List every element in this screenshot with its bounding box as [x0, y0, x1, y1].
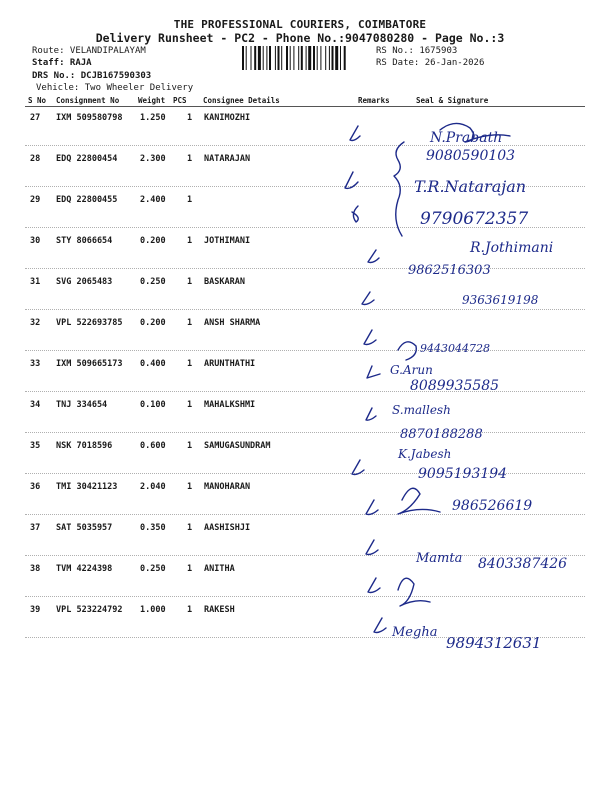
barcode-bar [340, 46, 341, 70]
vehicle-label: Vehicle: Two Wheeler Delivery [36, 83, 194, 93]
row-sno: 28 [30, 154, 41, 164]
col-sno: S No [28, 96, 47, 105]
row-consignee: AASHISHJI [204, 523, 251, 533]
row-sno: 31 [30, 277, 41, 287]
route-label: Route: VELANDIPALAYAM [32, 46, 146, 56]
row-sno: 36 [30, 482, 41, 492]
row-consignment-no: NSK 7018596 [56, 441, 113, 451]
sig-name-10: Mamta [416, 551, 463, 566]
sig-name-2: T.R.Natarajan [414, 177, 527, 196]
sig-name-7: S.mallesh [392, 403, 451, 417]
row-sno: 27 [30, 113, 41, 123]
row-sno: 34 [30, 400, 41, 410]
row-consignee: NATARAJAN [204, 154, 251, 164]
row-consignment-no: IXM 509580798 [56, 113, 123, 123]
row-consignee: SAMUGASUNDRAM [204, 441, 271, 451]
row-sno: 30 [30, 236, 41, 246]
sig-phone-1: 9080590103 [426, 148, 516, 164]
row-pcs: 1 [187, 564, 193, 574]
sig-phone-8: 9095193194 [418, 466, 508, 482]
barcode-bar [325, 46, 326, 70]
sig-phone-9: 986526619 [452, 498, 533, 514]
row-consignment-no: IXM 509665173 [56, 359, 123, 369]
row-weight: 0.250 [140, 277, 166, 287]
row-weight: 0.200 [140, 318, 166, 328]
row-weight: 2.300 [140, 154, 166, 164]
barcode-bar [263, 46, 264, 70]
header-divider [25, 106, 585, 107]
row-divider [25, 596, 585, 597]
row-sno: 38 [30, 564, 41, 574]
col-consignee: Consignee Details [203, 96, 280, 105]
col-pcs: PCS [173, 96, 187, 105]
sig-phone-5: 9443044728 [420, 342, 490, 355]
row-pcs: 1 [187, 154, 193, 164]
barcode-bar [344, 46, 346, 70]
company-title: THE PROFESSIONAL COURIERS, COIMBATORE [173, 18, 427, 31]
sig-name-8: K.Jabesh [398, 447, 452, 461]
row-pcs: 1 [187, 236, 193, 246]
row-consignment-no: VPL 523224792 [56, 605, 123, 615]
row-divider [25, 555, 585, 556]
row-sno: 29 [30, 195, 41, 205]
sig-name-6: G.Arun [390, 363, 433, 377]
row-sno: 35 [30, 441, 41, 451]
staff-label: Staff: RAJA [32, 58, 92, 68]
sig-name-1: N.Prabath [430, 130, 503, 146]
row-divider [25, 350, 585, 351]
barcode-bar [290, 46, 291, 70]
row-consignee: ARUNTHATHI [204, 359, 256, 369]
row-consignee: ANITHA [204, 564, 235, 574]
col-weight: Weight [138, 96, 166, 105]
row-pcs: 1 [187, 523, 193, 533]
sig-phone-3: 9862516303 [408, 263, 491, 278]
barcode-bar [320, 46, 321, 70]
row-divider [25, 473, 585, 474]
row-consignee: MANOHARAN [204, 482, 251, 492]
sig-phone-4: 9363619198 [462, 293, 539, 307]
barcode-bar [306, 46, 307, 70]
barcode-bar [269, 46, 271, 70]
row-divider [25, 514, 585, 515]
row-weight: 0.350 [140, 523, 166, 533]
sig-name-3: R.Jothimani [470, 240, 554, 256]
barcode-bar [254, 46, 256, 70]
row-divider [25, 309, 585, 310]
runsheet-subtitle: Delivery Runsheet - PC2 - Phone No.:9047080280 - Page No.:3 [95, 31, 505, 45]
row-weight: 0.250 [140, 564, 166, 574]
barcode-bar [317, 46, 318, 70]
sig-phone-10: 8403387426 [478, 556, 568, 572]
barcode-image [242, 46, 368, 70]
row-consignment-no: STY 8066654 [56, 236, 113, 246]
row-divider [25, 186, 585, 187]
sig-phone-2: 9790672357 [420, 209, 529, 229]
barcode-bar [278, 46, 280, 70]
barcode-bar [275, 46, 276, 70]
col-remarks: Remarks [358, 96, 390, 105]
row-pcs: 1 [187, 359, 193, 369]
row-consignee: RAKESH [204, 605, 235, 615]
row-consignment-no: TNJ 334654 [56, 400, 108, 410]
row-weight: 0.600 [140, 441, 166, 451]
row-pcs: 1 [187, 400, 193, 410]
row-consignee: MAHALKSHMI [204, 400, 256, 410]
barcode-bar [281, 46, 282, 70]
row-pcs: 1 [187, 318, 193, 328]
col-consignment: Consignment No [56, 96, 120, 105]
row-weight: 0.100 [140, 400, 166, 410]
row-divider [25, 227, 585, 228]
row-sno: 37 [30, 523, 41, 533]
barcode-bar [298, 46, 299, 70]
rs-date: RS Date: 26-Jan-2026 [376, 58, 485, 68]
row-consignment-no: EDQ 22800454 [56, 154, 118, 164]
rs-number: RS No.: 1675903 [376, 46, 458, 56]
row-pcs: 1 [187, 195, 193, 205]
row-divider [25, 637, 585, 638]
barcode-bar [332, 46, 334, 70]
barcode-bar [301, 46, 303, 70]
barcode-bar [329, 46, 330, 70]
sig-phone-6: 8089935585 [410, 378, 500, 394]
barcode-bar [251, 46, 252, 70]
row-consignee: JOTHIMANI [204, 236, 251, 246]
row-consignment-no: TMI 30421123 [56, 482, 118, 492]
row-divider [25, 268, 585, 269]
row-consignment-no: TVM 4224398 [56, 564, 113, 574]
barcode-bar [266, 46, 267, 70]
row-pcs: 1 [187, 277, 193, 287]
row-sno: 33 [30, 359, 41, 369]
row-pcs: 1 [187, 482, 193, 492]
row-consignee: KANIMOZHI [204, 113, 251, 123]
row-consignment-no: VPL 522693785 [56, 318, 123, 328]
row-consignee: BASKARAN [204, 277, 245, 287]
row-sno: 39 [30, 605, 41, 615]
barcode-bar [335, 46, 338, 70]
row-weight: 0.200 [140, 236, 166, 246]
row-pcs: 1 [187, 113, 193, 123]
row-sno: 32 [30, 318, 41, 328]
drs-number: DRS No.: DCJB167590303 [32, 71, 152, 81]
sig-name-11: Megha [392, 625, 438, 640]
barcode-bar [286, 46, 288, 70]
barcode-bar [313, 46, 315, 70]
sig-phone-11: 9894312631 [446, 634, 542, 652]
row-weight: 0.400 [140, 359, 166, 369]
row-weight: 2.400 [140, 195, 166, 205]
row-divider [25, 432, 585, 433]
row-pcs: 1 [187, 441, 193, 451]
sig-phone-7: 8870188288 [400, 427, 483, 442]
barcode-bar [246, 46, 247, 70]
row-weight: 2.040 [140, 482, 166, 492]
row-consignee: ANSH SHARMA [204, 318, 261, 328]
row-consignment-no: SAT 5035957 [56, 523, 113, 533]
row-pcs: 1 [187, 605, 193, 615]
row-weight: 1.000 [140, 605, 166, 615]
row-divider [25, 145, 585, 146]
barcode-bar [242, 46, 244, 70]
row-consignment-no: EDQ 22800455 [56, 195, 118, 205]
barcode-bar [258, 46, 261, 70]
col-seal: Seal & Signature [416, 96, 489, 105]
barcode-bar [308, 46, 311, 70]
row-consignment-no: SVG 2065483 [56, 277, 113, 287]
barcode-bar [293, 46, 294, 70]
row-divider [25, 391, 585, 392]
row-weight: 1.250 [140, 113, 166, 123]
